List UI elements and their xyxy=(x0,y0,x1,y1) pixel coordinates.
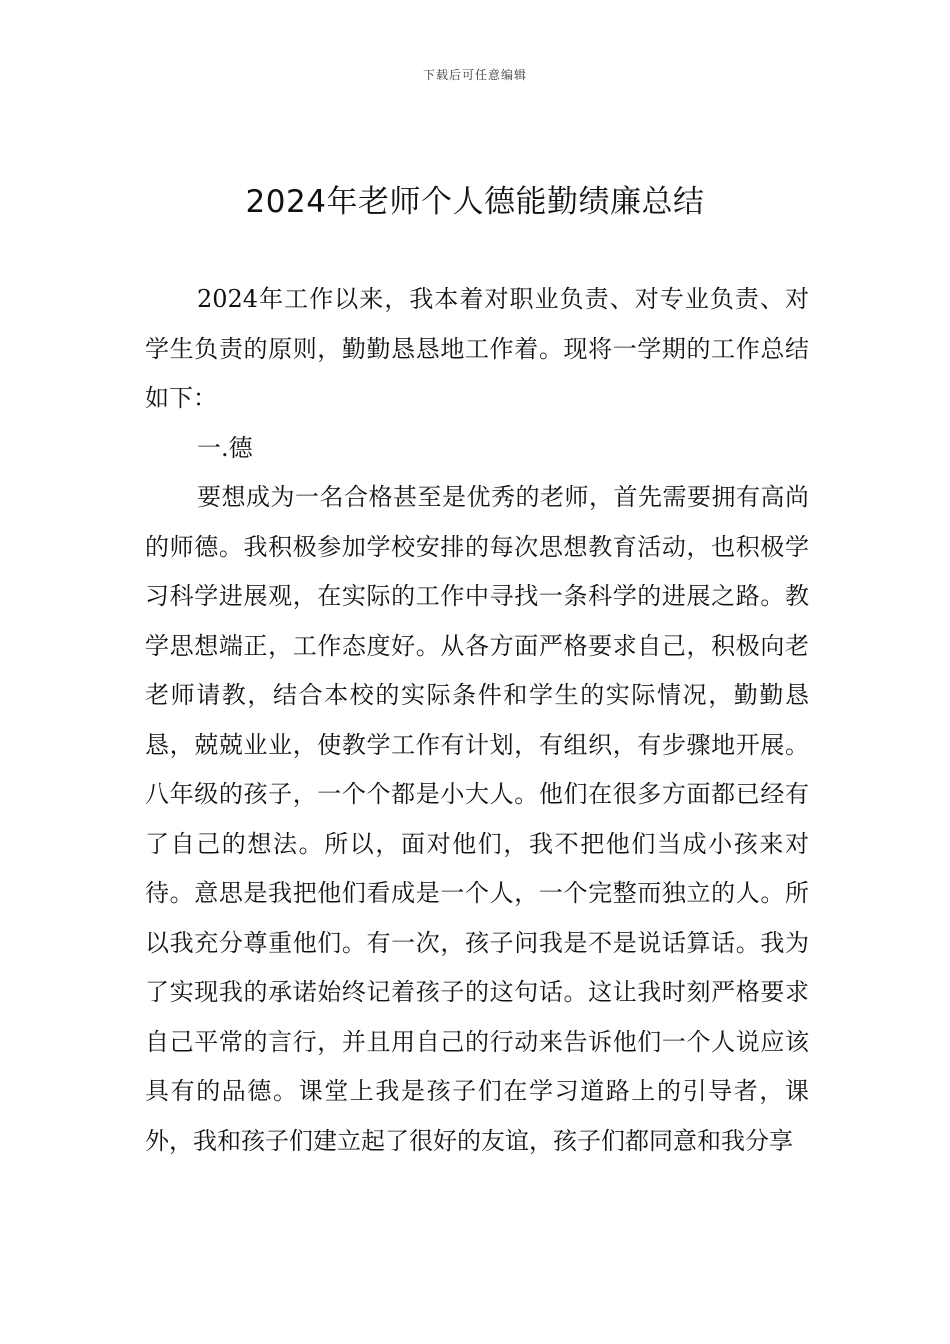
header-note: 下载后可任意编辑 xyxy=(422,68,527,82)
body-paragraph: 要想成为一名合格甚至是优秀的老师，首先需要拥有高尚的师德。我积极参加学校安排的每次思想教育活动，也积极学习科学进展观，在实际的工作中寻找一条科学的进展之路。教学思想端正，工作态度好。从各方面严格要求自己，积极向老老师请教，结合本校的实际条件和学生的实际情况，勤勤恳恳，兢兢业业，使教学工作有计划，有组织，有步骤地开展。 八年级的孩子，一个个都是小大人。他们在很多方面都已经有了自己的想法。所以，面对他们，我不把他们当成小孩来对待。意思是我把他们看成是一个人，一个完整而独立的人。所以我充分尊重他们。有一次，孩子问我是不是说话算话。我为了实现我的承诺始终记着孩子的这句话。这让我时刻严格要求自己平常的言行，并且用自己的行动来告诉他们一个人说应该具有的品德。课堂上我是孩子们在学习道路上的引导者，课外，我和孩子们建立起了很好的友谊，孩子们都同意和我分享 xyxy=(145,483,809,1155)
document-body xyxy=(145,275,809,1166)
intro-paragraph: 2024年工作以来，我本着对职业负责、对专业负责、对学生负责的原则，勤勤恳恳地工作着。现将一学期的工作总结如下： xyxy=(145,285,809,412)
document-title: 2024年老师个人德能勤绩廉总结 xyxy=(245,184,705,220)
section-heading-de: 一.德 xyxy=(197,433,253,462)
